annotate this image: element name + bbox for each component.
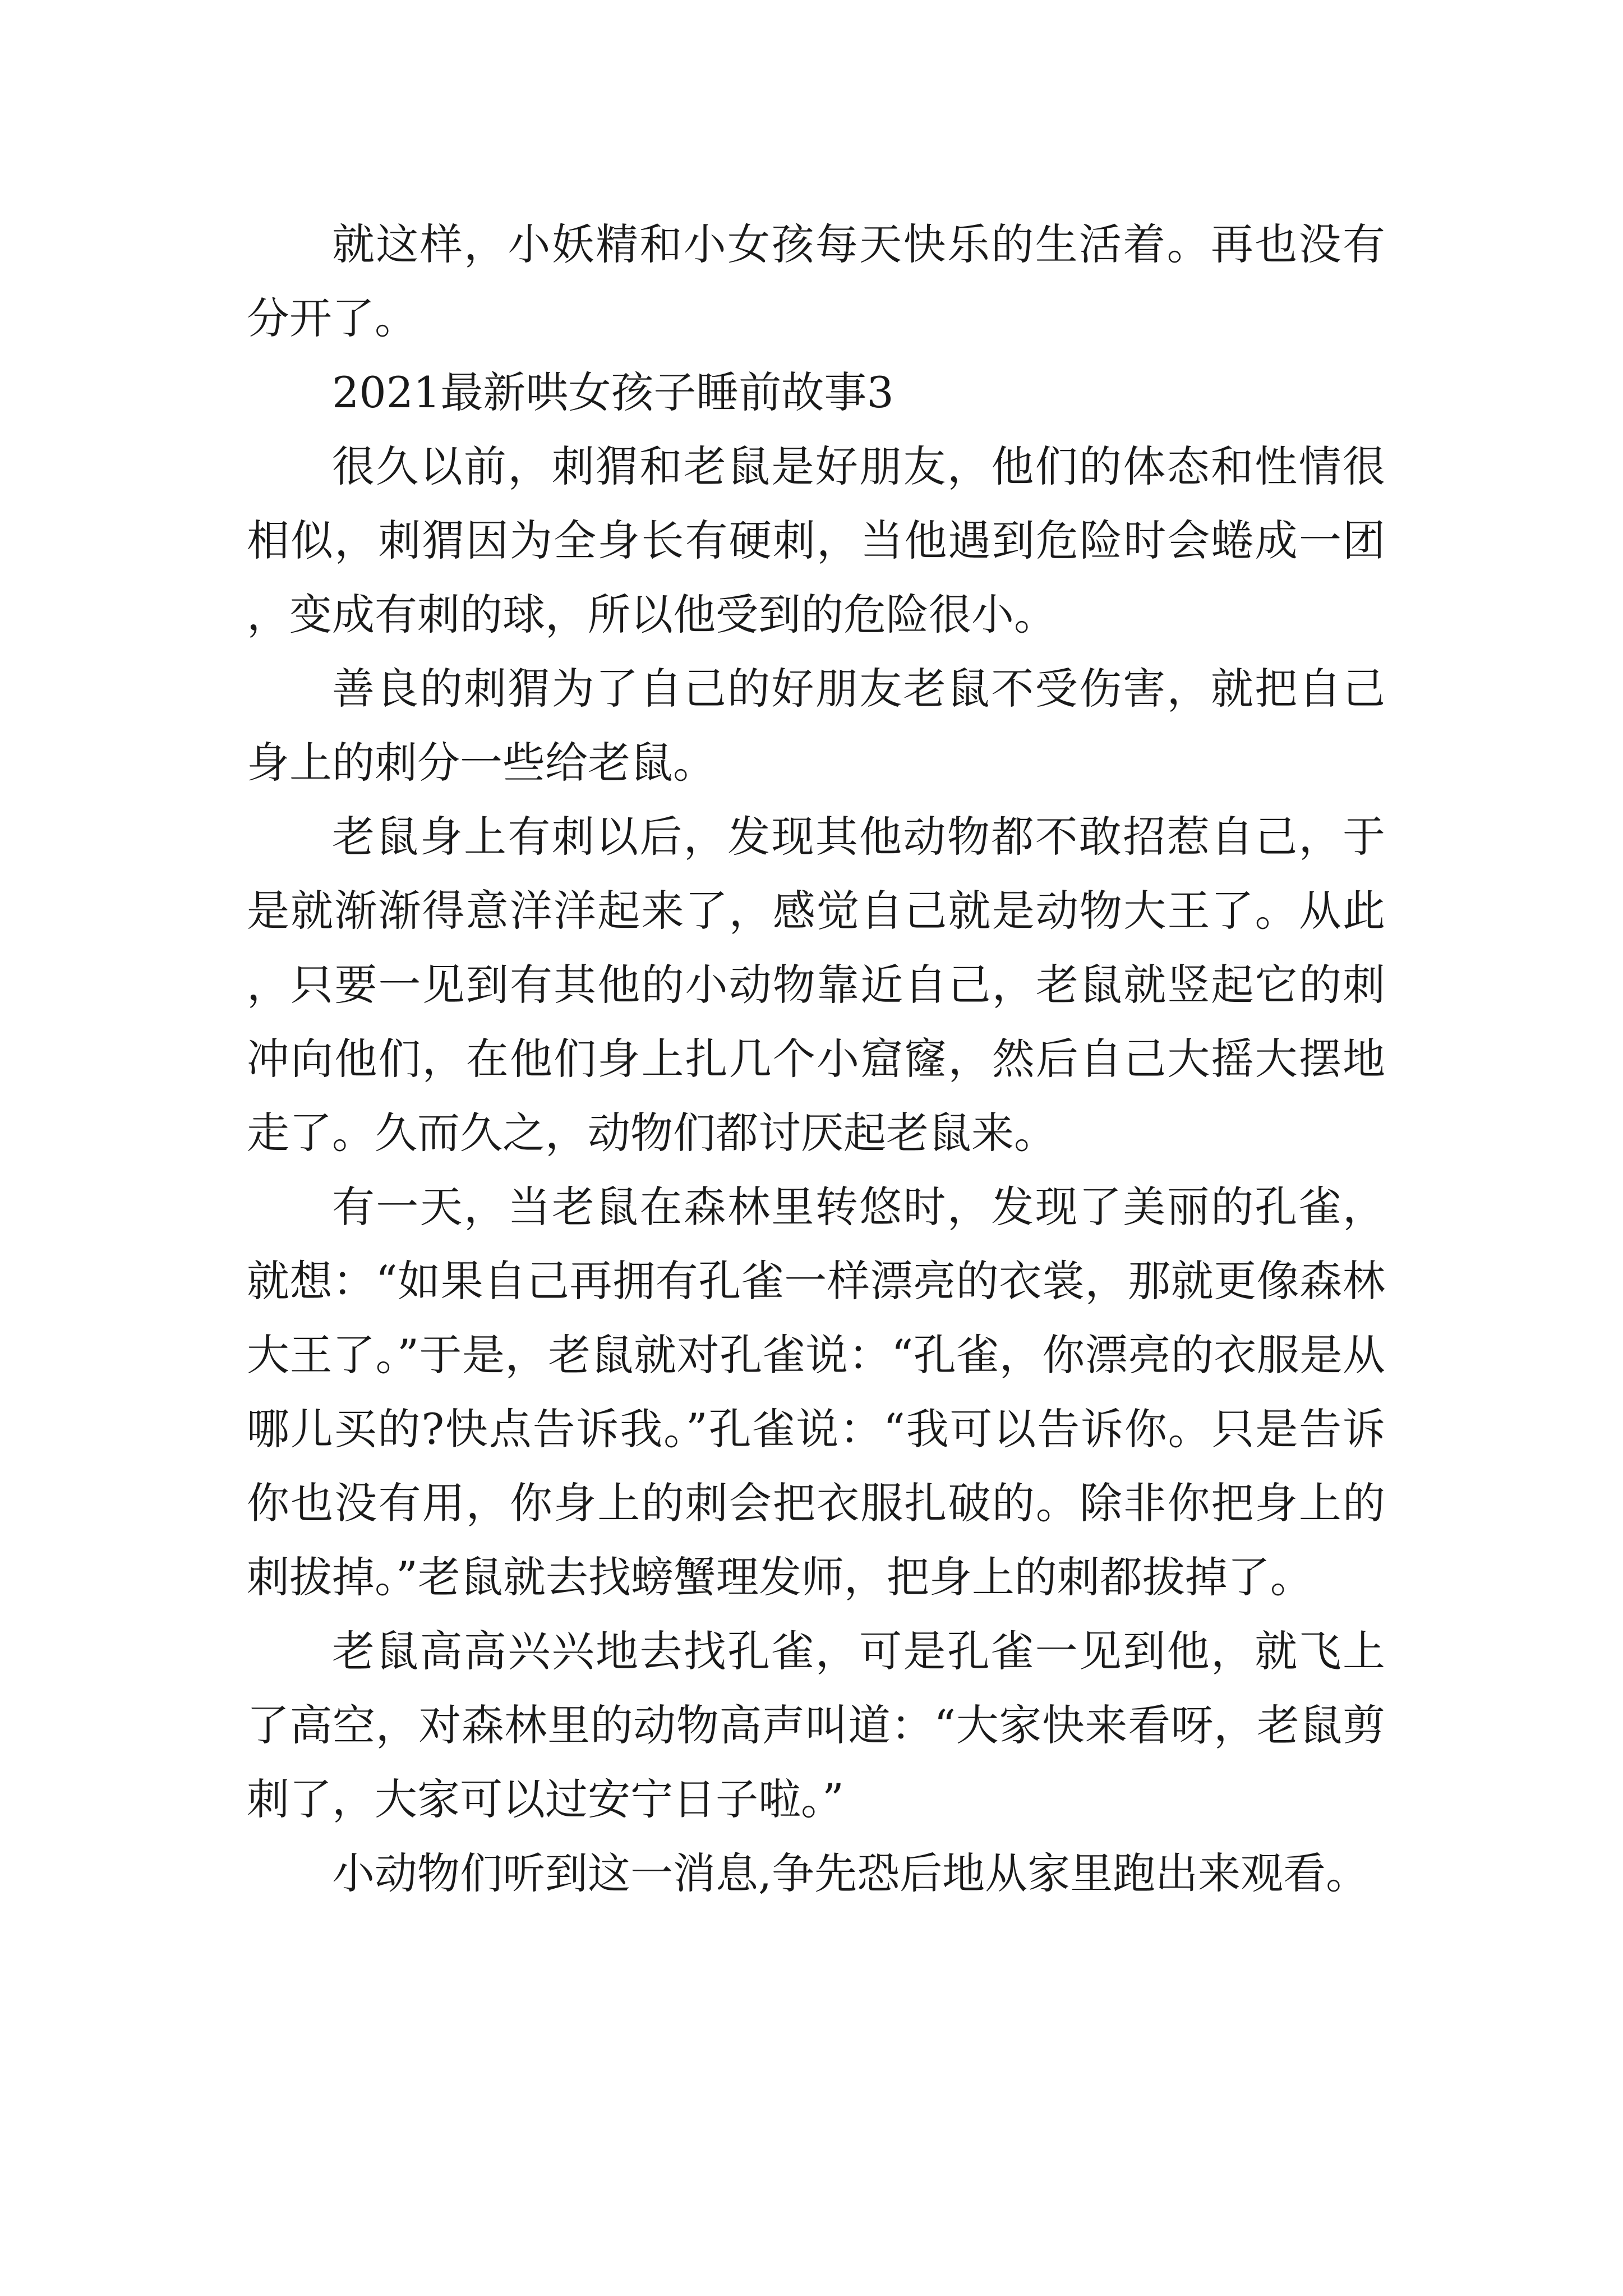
document-body (247, 208, 1385, 1911)
paragraph-hedgehog-shares-spines: 善良的刺猬为了自己的好朋友老鼠不受伤害，就把自己身上的刺分一些给老鼠。 (247, 664, 1385, 788)
paragraph-animals-come-out: 小动物们听到这一消息,争先恐后地从家里跑出来观看。 (332, 1848, 1369, 1898)
paragraph-mouse-becomes-arrogant: 老鼠身上有刺以后，发现其他动物都不敢招惹自己，于是就渐渐得意洋洋起来了，感觉自己就是动物大王了。从此，只要一见到有其他的小动物靠近自己，老鼠就竖起它的刺冲向他们，在他们身上扎几个小窟窿，然后自己大摇大摆地走了。久而久之，动物们都讨厌起老鼠来。 (247, 812, 1385, 1158)
paragraph-peacock-announces: 老鼠高高兴兴地去找孔雀，可是孔雀一见到他，就飞上了高空，对森林里的动物高声叫道：“大家快来看呀，老鼠剪刺了，大家可以过安宁日子啦。” (247, 1626, 1385, 1824)
paragraph-hedgehog-and-mouse: 很久以前，刺猬和老鼠是好朋友，他们的体态和性情很相似，刺猬因为全身长有硬刺，当他遇到危险时会蜷成一团，变成有刺的球，所以他受到的危险很小。 (247, 441, 1385, 639)
paragraph-ending-story-2: 就这样，小妖精和小女孩每天快乐的生活着。再也没有分开了。 (247, 219, 1385, 343)
story-3-heading: 2021最新哄女孩子睡前故事3 (332, 367, 894, 417)
paragraph-mouse-meets-peacock: 有一天，当老鼠在森林里转悠时，发现了美丽的孔雀，就想：“如果自己再拥有孔雀一样漂亮的衣裳，那就更像森林大王了。”于是，老鼠就对孔雀说：“孔雀，你漂亮的衣服是从哪儿买的?快点告诉我。”孔雀说：“我可以告诉你。只是告诉你也没有用，你身上的刺会把衣服扎破的。除非你把身上的刺拔掉。”老鼠就去找螃蟹理发师，把身上的刺都拔掉了。 (247, 1182, 1385, 1602)
